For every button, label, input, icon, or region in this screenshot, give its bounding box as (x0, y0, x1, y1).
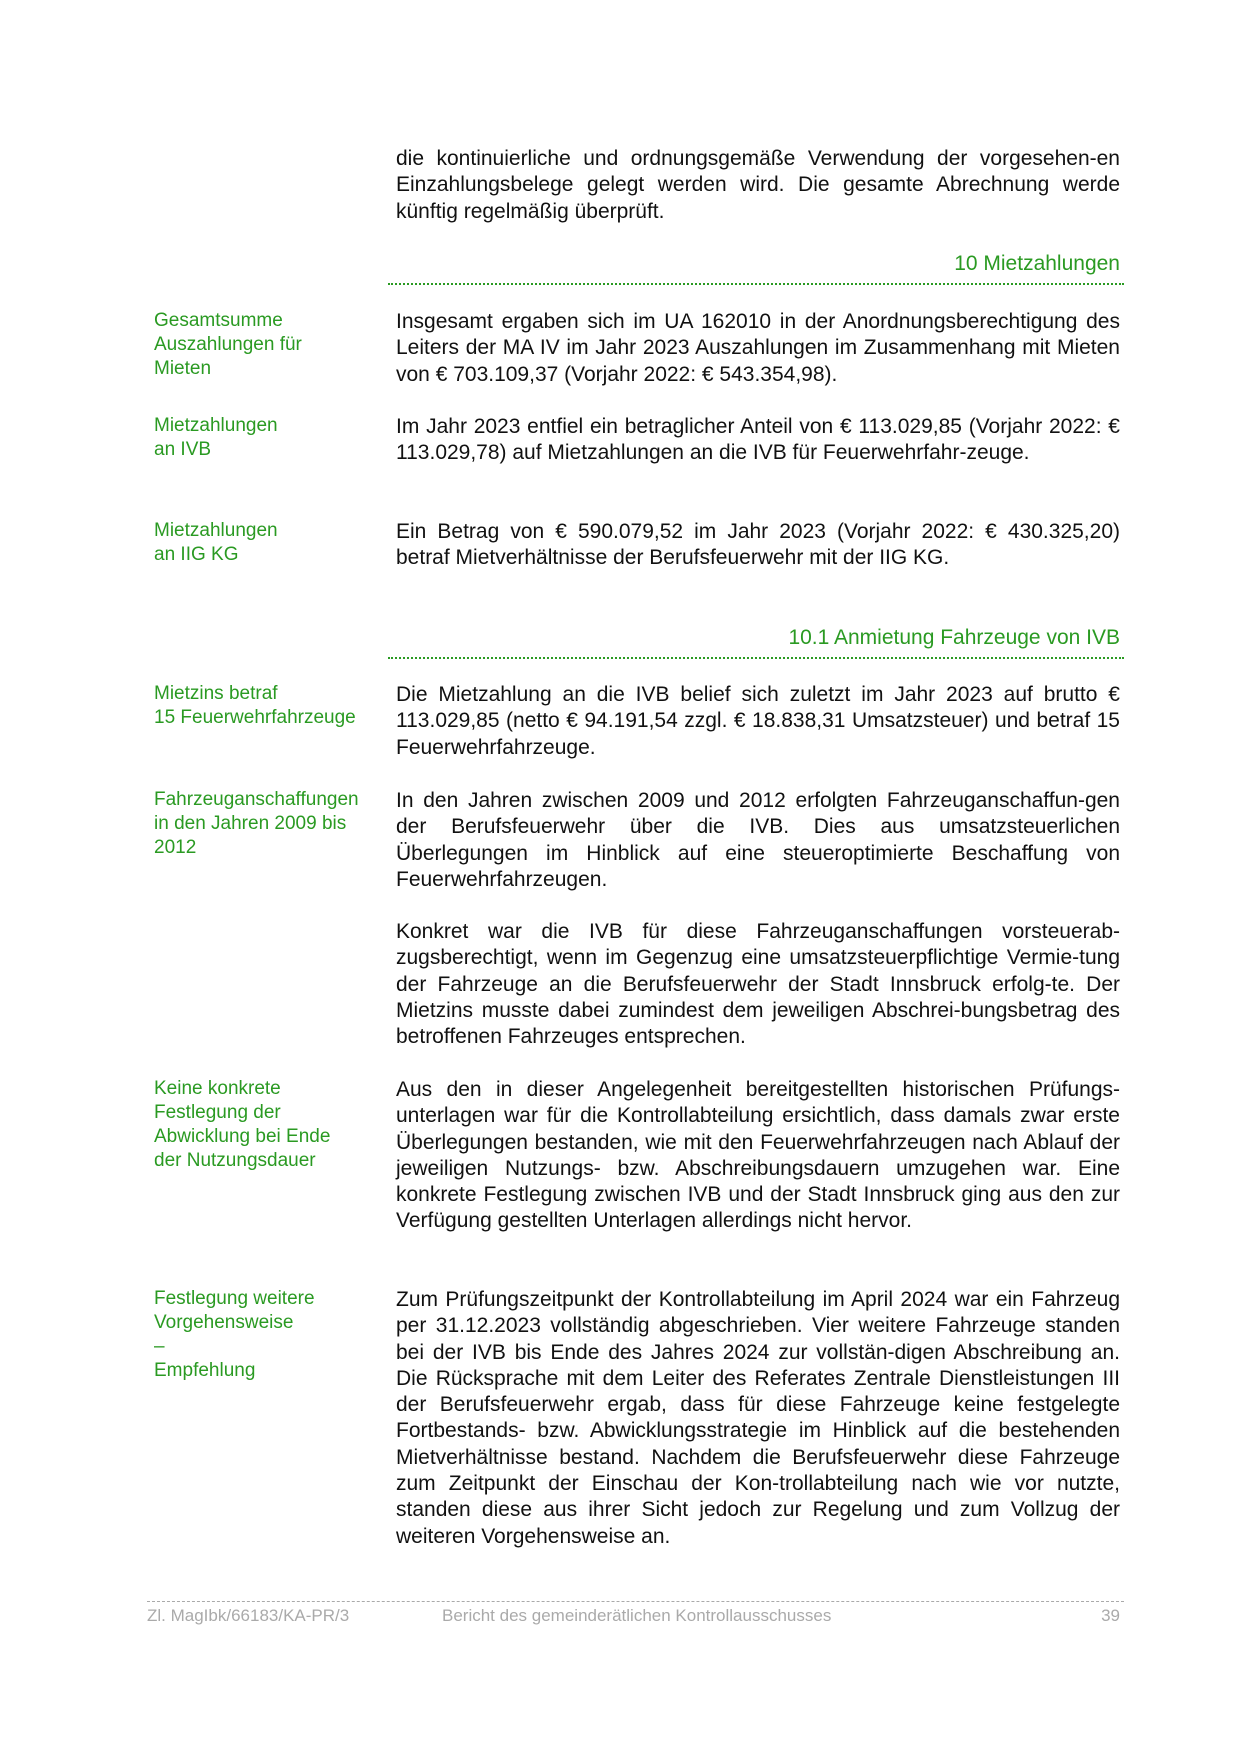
margin-note: Mietzahlungen an IVB (154, 415, 278, 460)
paragraph: Zum Prüfungszeitpunkt der Kontrollabteilung im April 2024 war ein Fahrzeug per 31.12.2023 vollständig abgeschrieben. Vier weitere Fahrzeuge standen bei der IVB bis Ende des Jahres 2024 zur vollstän-digen Abschreibung an. Die Rücksprache mit dem Leiter des Referates Zentrale Dienstleistungen III der Berufsfeuerwehr ergab, dass für diese Fahrzeuge keine festgelegte Fortbestands- bzw. Abwicklungsstrategie im Hinblick auf die bestehenden Mietverhältnisse bestand. Nachdem die Berufsfeuerwehr diese Fahrzeuge zum Zeitpunkt der Einschau der Kon-trollabteilung nach wie vor nutzte, standen diese aus ihrer Sicht jedoch zur Regelung und zum Vollzug der weiteren Vorgehensweise an. (396, 1288, 1120, 1548)
paragraph: Im Jahr 2023 entfiel ein betraglicher Anteil von € 113.029,85 (Vorjahr 2022: € 113.029,78) auf Mietzahlungen an die IVB für Feuerwehrfahr-zeuge. (396, 415, 1120, 465)
heading-divider (388, 657, 1124, 659)
footer-title: Bericht des gemeinderätlichen Kontrollausschusses (442, 1606, 832, 1625)
paragraph: Die Mietzahlung an die IVB belief sich zuletzt im Jahr 2023 auf brutto € 113.029,85 (netto € 94.191,54 zzgl. € 18.838,31 Umsatzsteuer) und betraf 15 Feuerwehrfahrzeuge. (396, 683, 1120, 759)
margin-note: Mietzins betraf 15 Feuerwehrfahrzeuge (154, 683, 356, 728)
section-heading-10: 10 Mietzahlungen (954, 252, 1120, 275)
margin-note: Gesamtsumme Auszahlungen für Mieten (154, 310, 302, 379)
margin-note: Keine konkrete Festlegung der Abwicklung bei Ende der Nutzungsdauer (154, 1078, 331, 1171)
section-heading-10-1: 10.1 Anmietung Fahrzeuge von IVB (788, 626, 1120, 649)
paragraph: Insgesamt ergaben sich im UA 162010 in der Anordnungsberechtigung des Leiters der MA IV im Jahr 2023 Auszahlungen im Zusammenhang mit Mieten von € 703.109,37 (Vorjahr 2022: € 543.354,98). (396, 310, 1120, 386)
heading-divider (388, 283, 1124, 285)
footer-reference: Zl. MagIbk/66183/KA-PR/3 (147, 1606, 350, 1625)
paragraph: Ein Betrag von € 590.079,52 im Jahr 2023 (Vorjahr 2022: € 430.325,20) betraf Mietverhältnisse der Berufsfeuerwehr mit der IIG KG. (396, 520, 1120, 570)
paragraph: In den Jahren zwischen 2009 und 2012 erfolgten Fahrzeuganschaffun-gen der Berufsfeuerwehr über die IVB. Dies aus umsatzsteuerlichen Überlegungen im Hinblick auf eine steueroptimierte Beschaffung von Feuerwehrfahrzeugen. (396, 789, 1120, 891)
margin-note: Festlegung weitere Vorgehensweise – Empfehlung (154, 1288, 315, 1381)
footer-divider (147, 1601, 1124, 1602)
margin-note: Fahrzeuganschaffungen in den Jahren 2009 bis 2012 (154, 789, 359, 858)
margin-note: Mietzahlungen an IIG KG (154, 520, 278, 565)
page-number: 39 (1101, 1606, 1120, 1625)
paragraph: Konkret war die IVB für diese Fahrzeuganschaffungen vorsteuerab-zugsberechtigt, wenn im Gegenzug eine umsatzsteuerpflichtige Vermie-tung der Fahrzeuge an die Berufsfeuerwehr der Stadt Innsbruck erfolg-te. Der Mietzins musste dabei zumindest dem jeweiligen Abschrei-bungsbetrag des betroffenen Fahrzeuges entsprechen. (396, 920, 1120, 1049)
paragraph: Aus den in dieser Angelegenheit bereitgestellten historischen Prüfungs-unterlagen war für die Kontrollabteilung ersichtlich, dass damals zwar erste Überlegungen bestanden, wie mit den Feuerwehrfahrzeugen nach Ablauf der jeweiligen Nutzungs- bzw. Abschreibungsdauern umzugehen war. Eine konkrete Festlegung zwischen IVB und der Stadt Innsbruck ging aus den zur Verfügung gestellten Unterlagen allerdings nicht hervor. (396, 1078, 1120, 1233)
intro-paragraph: die kontinuierliche und ordnungsgemäße Verwendung der vorgesehen-en Einzahlungsbelege gelegt werden wird. Die gesamte Abrechnung werde künftig regelmäßig überprüft. (396, 147, 1120, 223)
